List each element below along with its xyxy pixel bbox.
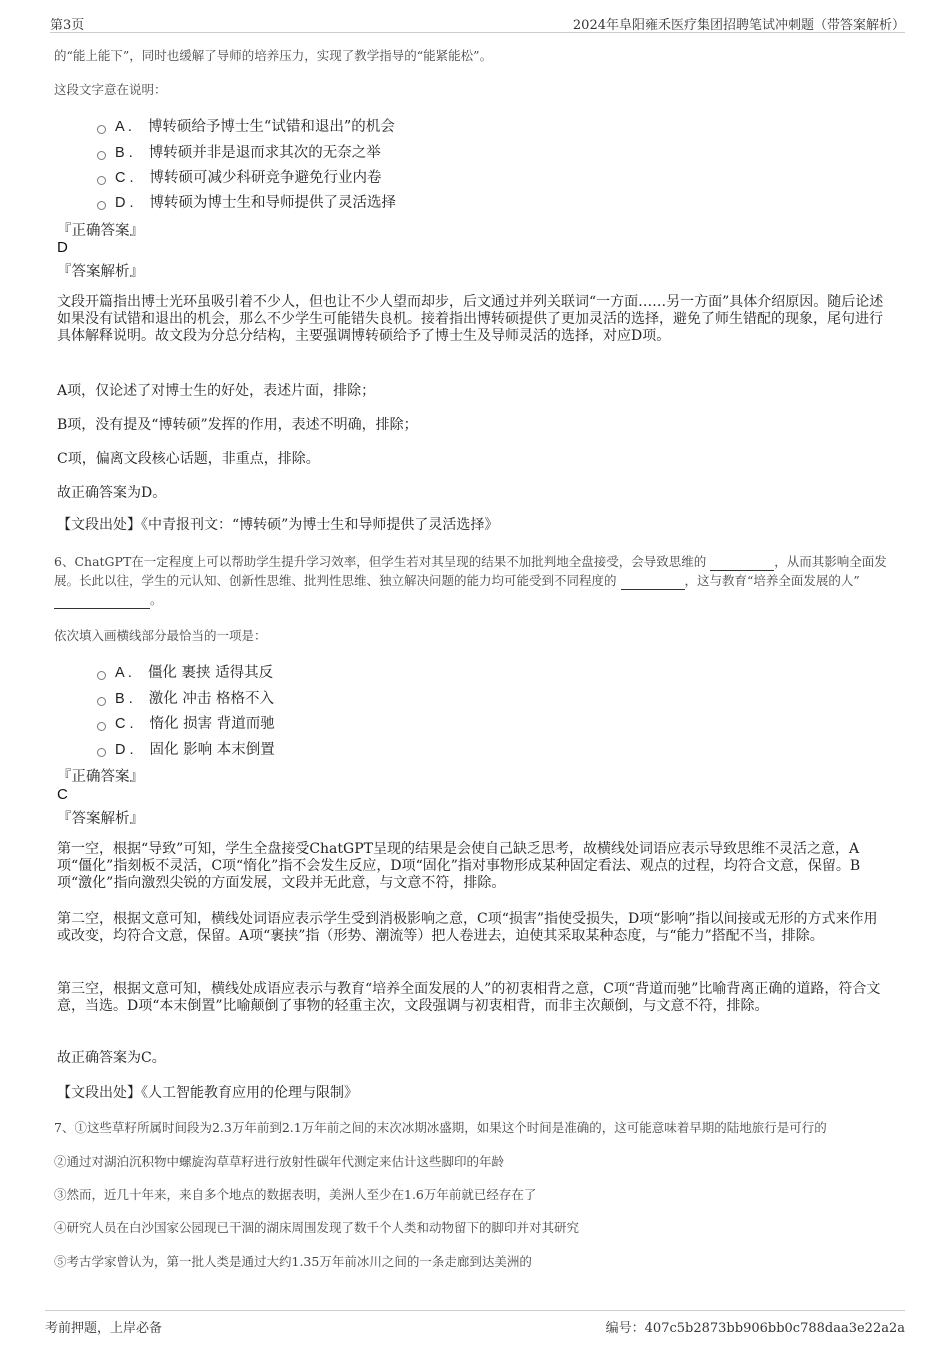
q6-option-d[interactable]: D . 固化 影响 本末倒置: [97, 738, 275, 759]
fill-blank-3[interactable]: [54, 594, 150, 609]
radio-icon[interactable]: [97, 697, 106, 706]
q5-continuation: 的“能上能下”，同时也缓解了导师的培养压力，实现了教学指导的“能紧能松”。: [54, 48, 493, 63]
q5-option-d[interactable]: D . 博转硕为博士生和导师提供了灵活选择: [97, 191, 396, 212]
radio-icon[interactable]: [97, 201, 106, 210]
fill-blank-2[interactable]: [621, 575, 685, 590]
q7-sentence-1: 7、①这些草籽所属时间段为2.3万年前到2.1万年前之间的末次冰期冰盛期，如果这个时间是准确的，这可能意味着早期的陆地旅行是可行的: [54, 1120, 827, 1135]
page-header: [50, 12, 905, 33]
q6-conclusion: 故正确答案为C。: [57, 1050, 166, 1066]
q6-answer: C: [57, 786, 68, 803]
q5-answer-label: 『正确答案』: [57, 223, 144, 239]
page-footer: [45, 1310, 905, 1335]
radio-icon[interactable]: [97, 125, 106, 134]
document-title: 2024年阜阳雍禾医疗集团招聘笔试冲刺题（带答案解析）: [572, 18, 905, 33]
q7-sentence-2: ②通过对湖泊沉积物中螺旋沟草草籽进行放射性碳年代测定来估计这些脚印的年龄: [54, 1154, 505, 1169]
radio-icon[interactable]: [97, 722, 106, 731]
q6-answer-label: 『正确答案』: [57, 769, 144, 785]
q5-analysis-a: A项，仅论述了对博士生的好处，表述片面，排除；: [57, 383, 376, 399]
q6-option-b[interactable]: B . 激化 冲击 格格不入: [97, 687, 274, 708]
q7-sentence-3: ③然而，近几十年来，来自多个地点的数据表明，美洲人至少在1.6万年前就已经存在了: [54, 1187, 537, 1202]
q5-analysis-label: 『答案解析』: [57, 264, 144, 280]
radio-icon[interactable]: [97, 671, 106, 680]
footer-slogan: 考前押题，上岸必备: [45, 1321, 163, 1336]
q7-sentence-5: ⑤考古学家曾认为，第一批人类是通过大约1.35万年前冰川之间的一条走廊到达美洲的: [54, 1254, 532, 1269]
q5-analysis-c: C项，偏离文段核心话题，非重点，排除。: [57, 451, 320, 467]
q5-prompt: 这段文字意在说明：: [54, 82, 167, 97]
radio-icon[interactable]: [97, 748, 106, 757]
q6-option-a[interactable]: A . 僵化 裹挟 适得其反: [97, 661, 273, 682]
q5-option-c[interactable]: C . 博转硕可减少科研竞争避免行业内卷: [97, 166, 382, 187]
radio-icon[interactable]: [97, 151, 106, 160]
q6-analysis-blank-1: 第一空，根据“导致”可知，学生全盘接受ChatGPT呈现的结果是会使自己缺乏思考，故横线处词语应表示导致思维不灵活之意，A项“僵化”指刻板不灵活，C项“惰化”指不会发生反应，D项“固化”指对事物形成某种固定看法、观点的过程，均符合文意，保留。B项“激化”指向激烈尖锐的方面发展，文段并无此意，与文意不符，排除。: [57, 841, 861, 891]
q6-analysis-blank-2: 第二空，根据文意可知，横线处词语应表示学生受到消极影响之意，C项“损害”指使受损失，D项“影响”指以间接或无形的方式来作用或改变，均符合文意，保留。A项“裹挟”指（形势、潮流等）把人卷进去，迫使其采取某种态度，与“能力”搭配不当，排除。: [57, 911, 878, 944]
q5-option-b[interactable]: B . 博转硕并非是退而求其次的无奈之举: [97, 141, 381, 162]
page-number: 第3页: [50, 18, 85, 33]
q6-analysis-label: 『答案解析』: [57, 811, 144, 827]
q5-source: 【文段出处】《中青报刊文：“博转硕”为博士生和导师提供了灵活选择》: [57, 517, 499, 533]
q6-source: 【文段出处】《人工智能教育应用的伦理与限制》: [57, 1085, 358, 1101]
q6-option-c[interactable]: C . 惰化 损害 背道而驰: [97, 712, 275, 733]
q6-stem: 6、ChatGPT在一定程度上可以帮助学生提升学习效率，但学生若对其呈现的结果不加批判地全盘接受，会导致思维的 ，从而其影响全面发展。长此以往，学生的元认知、创新性思维、批判性思维、独立解决问题的能力均可能受到不同程度的 ，这与教育“培养全面发展的人” 。: [54, 554, 887, 607]
q5-answer: D: [57, 239, 68, 256]
fill-blank-1[interactable]: [710, 556, 774, 571]
q6-analysis-blank-3: 第三空，根据文意可知，横线处成语应表示与教育“培养全面发展的人”的初衷相背之意，C项“背道而驰”比喻背离正确的道路，符合文意，当选。D项“本末倒置”比喻颠倒了事物的轻重主次，文段强调与初衷相背，而非主次颠倒，与文意不符，排除。: [57, 981, 881, 1014]
q5-analysis-paragraph: 文段开篇指出博士光环虽吸引着不少人，但也让不少人望而却步，后文通过并列关联词“一方面……另一方面”具体介绍原因。随后论述如果没有试错和退出的机会，那么不少学生可能错失良机。接着指出博转硕提供了更加灵活的选择，避免了师生错配的现象，尾句进行具体解释说明。故文段为分总分结构，主要强调博转硕给予了博士生及导师灵活的选择，对应D项。: [57, 294, 884, 344]
q5-option-a[interactable]: A . 博转硕给予博士生“试错和退出”的机会: [97, 115, 395, 136]
radio-icon[interactable]: [97, 176, 106, 185]
q5-analysis-b: B项，没有提及“博转硕”发挥的作用，表述不明确，排除；: [57, 417, 418, 433]
q5-conclusion: 故正确答案为D。: [57, 485, 167, 501]
q7-sentence-4: ④研究人员在白沙国家公园现已干涸的湖床周围发现了数千个人类和动物留下的脚印并对其研究: [54, 1220, 580, 1235]
document-id: 编号：407c5b2873bb906bb0c788daa3e22a2a: [605, 1321, 905, 1336]
q6-prompt: 依次填入画横线部分最恰当的一项是：: [54, 628, 267, 643]
